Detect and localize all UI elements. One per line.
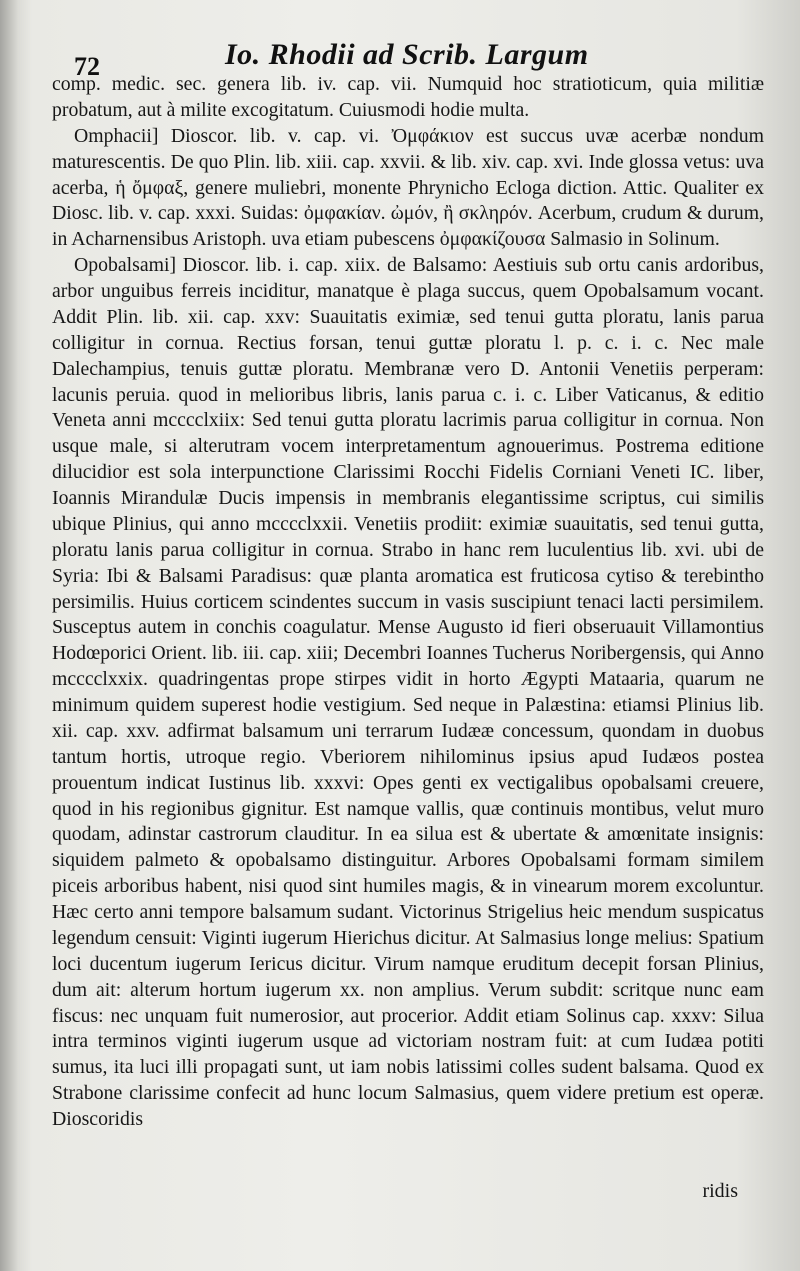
body-text [52, 72, 764, 1133]
page-gutter-shadow [0, 0, 18, 1271]
paragraph: Opobalsami] Dioscor. lib. i. cap. xiix. de Balsamo: Aestiuis sub ortu canis ardoribus, arbor unguibus ferreis inciditur, manatque è plaga succus, quem Opobalsamum vocant. Addit Plin. lib. xii. cap. xxv: Suauitatis eximiæ, sed tenui gutta ploratu, lanis parua colligitur in cornua. Rectius forsan, tenui guttæ ploratu l. p. c. i. c. Nec male Dalechampius, tenuis guttæ ploratu. Membranæ vero D. Antonii Venetiis perperam: lacunis peruia. quod in melioribus libris, lanis parua c. i. c. Liber Vaticanus, & editio Veneta anni mcccclxiix: Sed tenui gutta ploratu lacrimis parua colligitur in cornua. Non usque male, si alterutram vocem interpretamentum agnouerimus. Postrema editione dilucidior est sola interpunctione Clarissimi Rocchi Fidelis Corniani Veneti IC. liber, Ioannis Mirandulæ Ducis impensis in membranis elegantissime scriptus, cui similis ubique Plinius, qui anno mcccclxxii. Venetiis prodiit: eximiæ suauitatis, sed tenui gutta, ploratu lanis parua colligitur in cornua. Strabo in hanc rem luculentius lib. xvi. ubi de Syria: Ibi & Balsami Paradisus: quæ planta aromatica est fruticosa cytiso & terebintho persimilis. Huius corticem scindentes succum in vasis suscipiunt tenaci lacti persimilem. Susceptus autem in conchis coagulatur. Mense Augusto id fieri obseruauit Villamontius Hodœporici Orient. lib. iii. cap. xiii; Decembri Ioannes Tucherus Noribergensis, qui Anno mcccclxxix. quadringentas prope stirpes vidit in horto Ægypti Mataaria, quarum ne minimum quidem superest hodie vestigium. Sed neque in Palæstina: etiamsi Plinius lib. xii. cap. xxv. adfirmat balsamum uni terrarum Iudææ concessum, quondam in duobus tantum hortis, utroque regio. Vberiorem nihilominus ipsius apud Iudæos postea prouentum indicat Iustinus lib. xxxvi: Opes genti ex vectigalibus opobalsami creuere, quod in his regionibus gignitur. Est namque vallis, quæ continuis montibus, velut muro quodam, adinstar castrorum clauditur. In ea silua est & ubertate & amœnitate insignis: siquidem palmeto & opobalsamo distinguitur. Arbores Opobalsami formam similem piceis arboribus habent, nisi quod sint humiles magis, & in vinearum morem excoluntur. Hæc certo anni tempore balsamum sudant. Victorinus Strigelius heic mendum suspicatus legendum censuit: Viginti iugerum Hierichus dicitur. At Salmasius longe melius: Spatium loci ducentum iugerum Iericus dicitur. Virum namque eruditum decepit forsan Plinius, dum ait: alterum hortum iugerum xx. non amplius. Verum subdit: scritque nunc eam fiscus: nec unquam fuit numerosior, aut procerior. Addit etiam Solinus cap. xxxv: Silua intra terminos viginti iugerum usque ad victoriam nostram fuit: at cum Iudæa potiti sumus, ita luci illi propagati sunt, ut iam nobis latissimi colles sudent balsama. Quod ex Strabone clarissime confecit ad hunc locum Salmasius, quem videre pretium est operæ. Dioscoridis [52, 254, 764, 1130]
paragraph: comp. medic. sec. genera lib. iv. cap. vii. Numquid hoc stratioticum, quia militiæ probatum, aut à milite excogitatum. Cuiusmodi hodie multa. [52, 73, 764, 121]
catchword: ridis [702, 1180, 738, 1202]
page-header [0, 30, 800, 81]
paragraph: Omphacii] Dioscor. lib. v. cap. vi. Ὀμφάκιον est succus uvæ acerbæ nondum maturescentis. De quo Plin. lib. xiii. cap. xxvii. & lib. xiv. cap. xvi. Inde glossa vetus: uva acerba, ἡ ὄμφαξ, genere muliebri, monente Phrynicho Ecloga diction. Attic. Qualiter ex Diosc. lib. v. cap. xxxi. Suidas: ὀμφακίαν. ὠμόν, ἢ σκληρόν. Acerbum, crudum & durum, in Acharnensibus Aristoph. uva etiam pubescens ὀμφακίζουσα Salmasio in Solinum. [52, 124, 764, 251]
page-number: 72 [74, 52, 100, 81]
running-head: Io. Rhodii ad Scrib. Largum [225, 38, 589, 71]
